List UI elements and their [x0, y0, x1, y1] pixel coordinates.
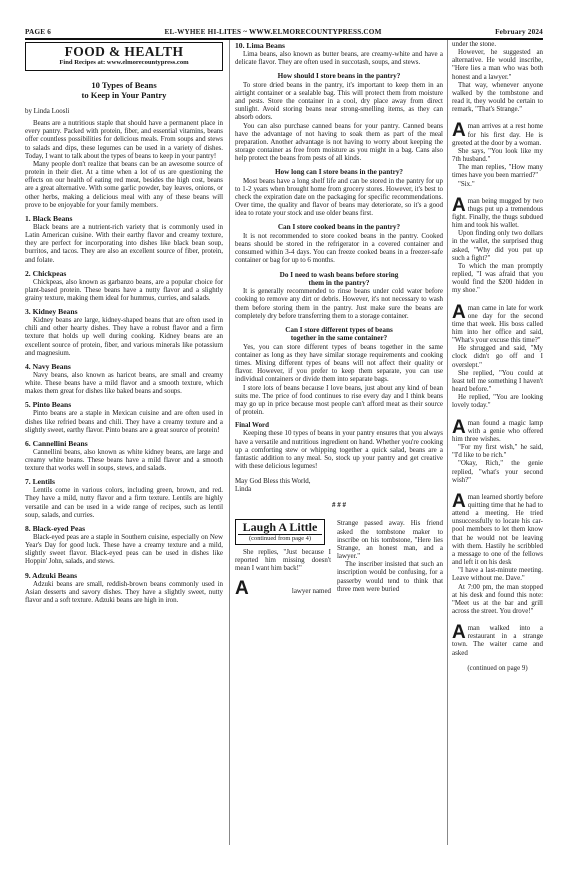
laugh-title: Laugh A Little	[242, 520, 318, 535]
bean-paragraph: Kidney beans are large, kidney-shaped beans that are often used in chili and other hearty dishes. They have a robust flavor and a firm texture that holds up well during cooking. Kidney beans are an excellent source of protein, fiber, and various minerals like potassium and magnesium.	[25, 316, 223, 357]
newspaper-page	[25, 25, 543, 845]
dropcap: A	[452, 490, 466, 512]
answer-paragraph: Most beans have a long shelf life and can be stored in the pantry for up to 1-2 years when brought home from grocery stores. However, it's best to check the expiration date on the packaging for specific recommendations. Over time, the quality and flavor of beans may deteriorate, so it's a good idea to rotate your stock and use older beans first.	[235, 176, 443, 218]
joke-paragraph: She replies, "Just because I reported him missing doesn't mean I want him back!"	[235, 547, 331, 573]
question-heading-line2: them in the pantry?	[308, 278, 370, 287]
joke-paragraph: "I have a last-minute meeting. Leave without me. Dave."	[452, 566, 543, 583]
bean-heading: 10. Lima Beans	[235, 41, 285, 50]
joke	[452, 301, 543, 410]
question-heading: Can I store cooked beans in the pantry?	[277, 223, 401, 232]
answer-paragraph: To store dried beans in the pantry, it's important to keep them in an airtight container or a sealable bag. This will protect them from moisture and pests. Store the container in a cool, dry place away from direct sunlight. Avoid storing beans near strong-smelling items, as they can absorb odors.	[235, 80, 443, 122]
columns	[25, 40, 543, 845]
joke-paragraph: Upon finding only two dollars in the wallet, the surprised thug asked, "Why did you put up such a fight?"	[452, 229, 543, 262]
question-heading-line1: Can I store different types of beans	[285, 325, 393, 334]
final-word-heading: Final Word	[235, 421, 269, 430]
answer-paragraph: You can also purchase canned beans for your pantry. Canned beans have the advantage of not having to soak them as part of the meal preparation. Another advantage is not having to worry about keeping the storage container as free from moisture as you might in a bag. Cans also help protect the beans from pests of all kinds.	[235, 121, 443, 163]
laugh-banner	[235, 519, 325, 545]
joke-paragraph: Strange passed away. His friend asked the tombstone maker to inscribe on his tombstone, "Here lies Strange, an honest man, and a lawyer."	[337, 519, 443, 561]
signoff-name: Linda	[235, 485, 252, 494]
question-heading	[235, 271, 443, 288]
question-heading-line1: Do I need to wash beans before storing	[279, 270, 399, 279]
bean-heading: 2. Chickpeas	[25, 268, 67, 278]
byline: by Linda Loosli	[25, 107, 70, 115]
article-title-line2: to Keep in Your Pantry	[81, 90, 167, 100]
dropcap: A	[452, 194, 466, 216]
article-title	[25, 80, 223, 100]
masthead: EL-WYHEE HI-LITES ~ WWW.ELMORECOUNTYPRESS.COM	[164, 28, 382, 36]
joke	[452, 624, 543, 657]
issue-date: February 2024	[495, 28, 543, 36]
joke	[452, 194, 543, 295]
joke-paragraph: That way, whenever anyone walked by the tombstone and read it, they would be certain to remark, "That's Strange."	[452, 80, 543, 114]
dropcap: A	[452, 301, 466, 323]
answer-paragraph: It is generally recommended to rinse beans under cold water before cooking to remove any dirt or debris. However, it's not necessary to wash them before storing them in the pantry. Just make sure the beans are completely dry before transferring them to a storage container.	[235, 287, 443, 320]
joke-text: man walked into a restaurant in a strange town. The waiter came and asked	[452, 624, 543, 657]
question-heading	[235, 326, 443, 343]
laugh-a-little-section	[235, 519, 443, 600]
bean-heading: 5. Pinto Beans	[25, 400, 72, 410]
answer-paragraph: It is not recommended to store cooked beans in the pantry. Cooked beans should be stored in the refrigerator in a covered container and consumed within 3-4 days. You can freeze cooked beans in a freezer-safe container or bag for up to 6 months.	[235, 231, 443, 265]
joke-paragraph: At 7:00 pm, the man stopped at his desk and found this note: "Meet us at the bar and grill across the street. You drove!"	[452, 582, 543, 615]
answer-paragraph: Yes, you can store different types of beans together in the same container as long as they have similar storage requirements and cooking times. Mixing different types of beans will not affect their quality or flavor. However, if you prefer to keep them separate, you can use individual containers or divide them into separate bags.	[235, 342, 443, 384]
joke-paragraph: "For my first wish," he said, "I'd like to be rich."	[452, 443, 543, 460]
food-health-banner	[25, 42, 223, 71]
joke-start-text: lawyer named	[291, 587, 331, 596]
column-divider	[229, 40, 230, 845]
laugh-subtitle: (continued from page 4)	[238, 534, 322, 543]
article-title-line1: 10 Types of Beans	[91, 80, 157, 90]
joke-text: man found a magic lamp with a genie who offered him three wishes.	[452, 418, 543, 443]
bean-heading: 4. Navy Beans	[25, 361, 71, 371]
page-header	[25, 25, 543, 36]
bean-paragraph: Adzuki beans are small, reddish-brown beans commonly used in Asian desserts and savory dishes. They have a slightly sweet, nutty flavor and a soft texture. Adzuki beans are high in iron.	[25, 579, 223, 604]
bean-heading: 9. Adzuki Beans	[25, 570, 78, 580]
dropcap: A	[452, 416, 466, 438]
joke	[452, 416, 543, 484]
page-number: PAGE 6	[25, 28, 52, 36]
bean-heading: 1. Black Beans	[25, 213, 73, 223]
column-1	[25, 40, 223, 845]
joke-paragraph: "Six."	[458, 179, 475, 188]
column-3	[452, 40, 543, 845]
joke-paragraph: under the stone.	[452, 40, 497, 48]
section-subtitle: Find Recipes at: www.elmorecountypress.com	[59, 59, 189, 66]
question-heading-line2: together in the same container?	[290, 334, 388, 343]
joke-text: man arrives at a rest home for his first day. He is greeted at the door by a woman.	[452, 122, 543, 147]
joke-start	[235, 578, 331, 600]
joke	[452, 490, 543, 615]
intro-paragraph: Many people don't realize that beans can be an awesome source of protein in their diet. At a time when a lot of us are questioning the effects on our health of eating red meat, besides the high cost, beans are a great alternative. With some garlic powder, bay leaves, onions, or other herbs, making a delicious meal with any of these beans will prove to be enjoyable for your family members.	[25, 159, 223, 209]
bean-paragraph: Pinto beans are a staple in Mexican cuisine and are often used in dishes like refried beans and chili. They have a creamy texture and a slightly sweet, earthy flavor. Pinto beans are a great source of protein!	[25, 409, 223, 434]
bean-paragraph: Black beans are a nutrient-rich variety that is commonly used in Latin American cuisine. With their earthy flavor and creamy texture, they are perfect for incorporating into dishes like black bean soup, burritos, and tacos. They are also an excellent source of fiber, protein, and folate.	[25, 222, 223, 264]
joke-paragraph: He shrugged and said, "My clock didn't go off and I overslept."	[452, 344, 543, 369]
joke-paragraph: She says, "You look like my 7th husband."	[452, 146, 543, 164]
bean-heading: 3. Kidney Beans	[25, 307, 78, 317]
continued-note: (continued on page 9)	[467, 664, 528, 672]
joke	[452, 122, 543, 187]
bean-heading: 8. Black-eyed Peas	[25, 523, 86, 533]
joke-text: man came in late for work one day for the second time that week. His boss called him into her office and said, "What's your excuse this time?"	[452, 303, 543, 345]
answer-paragraph: I store lots of beans because I love beans, just about any kind of bean suits me. The price of food continues to rise every day and I think beans may go up in price because most people can't afford meat as their source of protein.	[235, 383, 443, 416]
joke-paragraph: She replied, "You could at least tell me something I haven't heard before."	[452, 368, 543, 394]
joke-paragraph: The man replies, "How many times have you been married?"	[452, 163, 543, 180]
signoff: May God Bless this World,	[235, 477, 311, 486]
question-heading: How long can I store beans in the pantry?	[274, 168, 404, 177]
joke-paragraph: "Okay, Rich," the genie replied, "what's your second wish?"	[452, 459, 543, 484]
bean-heading: 7. Lentils	[25, 477, 55, 487]
bean-paragraph: Black-eyed peas are a staple in Southern cuisine, especially on New Year's Day for good luck. These have a creamy texture and a mild, slightly sweet flavor. Black-eyed peas can be used in dishes like Hoppin' John, salads, and stews.	[25, 532, 223, 566]
column-2	[235, 40, 443, 845]
bean-paragraph: Cannellini beans, also known as white kidney beans, are large and creamy white beans. These beans have a mild flavor and a smooth texture that works well in soups, stews, and salads.	[25, 447, 223, 473]
joke-paragraph: He replied, "You are looking lovely today."	[452, 393, 543, 410]
bean-heading: 6. Cannellini Beans	[25, 438, 88, 448]
joke-paragraph: However, he suggested an alternative. He would inscribe, "Here lies a man who was both honest and a lawyer."	[452, 48, 543, 81]
joke-paragraph: To which the man promptly replied, "I was afraid that you would find the $200 hidden in my shoe."	[452, 261, 543, 295]
bean-paragraph: Lentils come in various colors, including green, brown, and red. They have a mild, nutty flavor and a firm texture. Lentils are highly versatile and can be used in a wide range of recipes, such as lentil soup, salads, and curries.	[25, 486, 223, 519]
bean-paragraph: Lima beans, also known as butter beans, are creamy-white and have a delicate flavor. They are often used in succotash, soups, and stews.	[235, 50, 443, 67]
question-heading: How should I store beans in the pantry?	[277, 72, 401, 81]
end-mark: # # #	[332, 501, 346, 510]
joke-text: man learned shortly before quitting time that he had to attend a meeting. He tried unsuccessfully to locate his car-pool members to let them know that he would not be leaving with them. Hastily he scribbled a message to one of the fellows and left it on his desk	[452, 492, 543, 567]
section-title: FOOD & HEALTH	[64, 44, 184, 59]
joke-paragraph: The inscriber insisted that such an inscription would be confusing, for a passerby would tend to think that three men were buried	[337, 560, 443, 593]
bean-paragraph: Navy beans, also known as haricot beans, are small and creamy white. These beans have a mild flavor and a smooth texture, which makes them great for dishes like baked beans and soups.	[25, 370, 223, 396]
column-divider	[447, 40, 448, 845]
dropcap: A	[452, 120, 466, 142]
joke-text: man being mugged by two thugs put up a tremendous fight. Finally, the thugs subdued him and took his wallet.	[452, 196, 543, 230]
dropcap: A	[452, 622, 466, 644]
bean-paragraph: Chickpeas, also known as garbanzo beans, are a popular choice for plant-based protein. These beans have a nutty flavor and a slightly grainy texture, making them ideal for hummus, curries, and salads.	[25, 277, 223, 302]
dropcap: A	[235, 578, 249, 600]
intro-paragraph: Beans are a nutritious staple that should have a permanent place in every pantry. Packed with protein, fiber, and essential vitamins, beans offer countless possibilities for delicious meals. From soups and stews to salads and dips, these legumes can be used in a variety of dishes. Today, I want to talk about the types of beans to keep in your pantry!	[25, 119, 223, 160]
final-word-paragraph: Keeping these 10 types of beans in your pantry ensures that you always have a versatile and nutritious ingredient on hand. Whether you're cooking up a comforting stew or whipping together a quick salad, beans are a fantastic addition to any meal. So, stock up your pantry and get creative with these delicious legumes!	[235, 429, 443, 470]
